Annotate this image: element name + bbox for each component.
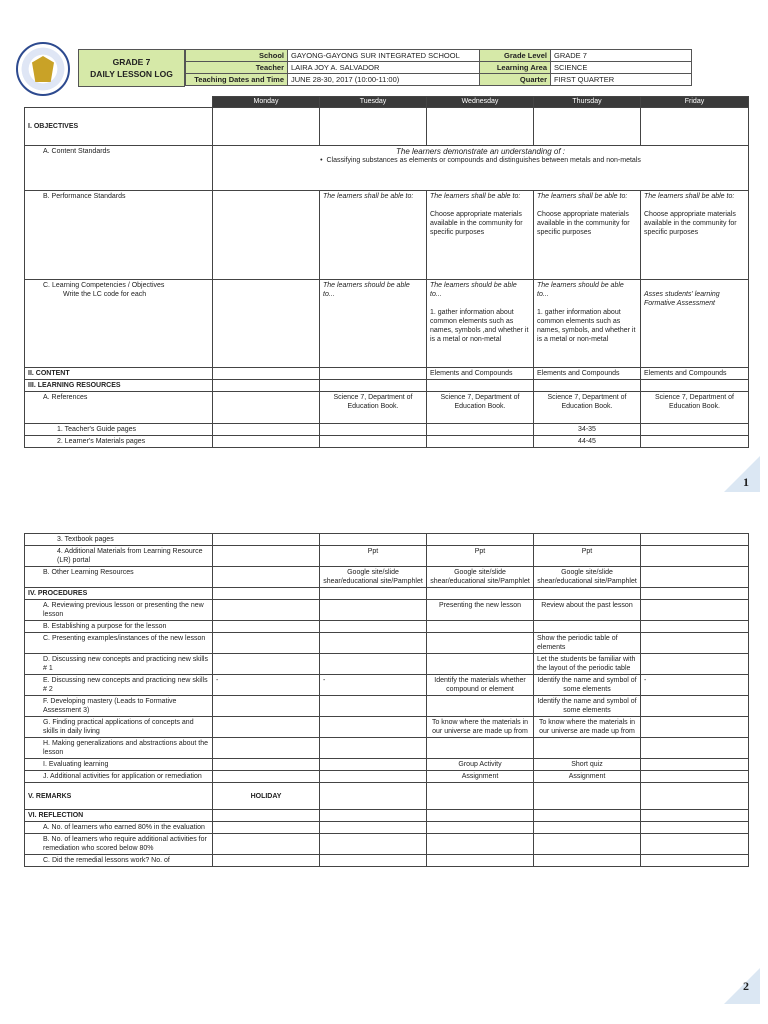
comp-wed-intro: The learners should be able to... [430,282,517,298]
perf-fri-intro: The learners shall be able to: [644,193,735,200]
proc-h-label: H. Making generalizations and abstractions about the lesson [25,738,213,759]
proc-i-label: I. Evaluating learning [25,759,213,771]
procedures-heading: IV. PROCEDURES [25,588,213,600]
comp-thu-intro: The learners should be able to... [537,282,624,298]
proc-a-wed: Presenting the new lesson [427,600,534,621]
proc-f-thu: Identify the name and symbol of some elements [534,696,641,717]
comp-wed [427,280,534,368]
content-standards-cell [213,146,749,191]
ref-wed: Science 7, Department of Education Book. [427,392,534,424]
content-wed: Elements and Compounds [427,368,534,380]
additional-wed: Ppt [427,546,534,567]
quarter-value: FIRST QUARTER [551,74,692,86]
proc-c-thu: Show the periodic table of elements [534,633,641,654]
reflection-a-label: A. No. of learners who earned 80% in the evaluation [25,822,213,834]
other-thu: Google site/slide shear/educational site/Pamphlet [534,567,641,588]
title-grade: GRADE 7 [112,57,151,67]
page-number-2: 2 [743,979,749,993]
lesson-log-title [78,49,185,87]
perf-thu-intro: The learners shall be able to: [537,193,628,200]
proc-c-label: C. Presenting examples/instances of the new lesson [25,633,213,654]
proc-e-label: E. Discussing new concepts and practicing new skills # 2 [25,675,213,696]
competencies-label-line2: Write the LC code for each [63,291,147,298]
lesson-table-page2 [24,533,749,867]
proc-e-fri: - [641,675,749,696]
reflection-c-label: C. Did the remedial lessons work? No. of [25,855,213,867]
remarks-monday: HOLIDAY [213,783,320,810]
day-tuesday: Tuesday [320,97,427,108]
other-tue: Google site/slide shear/educational site/Pamphlet [320,567,427,588]
proc-g-thu: To know where the materials in our universe are made up from [534,717,641,738]
additional-tue: Ppt [320,546,427,567]
proc-j-label: J. Additional activities for application or remediation [25,771,213,783]
proc-d-thu: Let the students be familiar with the layout of the periodic table [534,654,641,675]
perf-wed-text: Choose appropriate materials available in the community for specific purposes [430,211,523,236]
competencies-label-line1: C. Learning Competencies / Objectives [43,282,165,289]
perf-tue: The learners shall be able to: [320,191,427,280]
deped-seal-logo [16,42,70,96]
content-thu: Elements and Compounds [534,368,641,380]
tg-pages-thu: 34-35 [534,424,641,436]
additional-thu: Ppt [534,546,641,567]
lm-pages-label: 2. Learner's Materials pages [25,436,213,448]
additional-materials-label: 4. Additional Materials from Learning Resource (LR) portal [25,546,213,567]
header-info-table [185,49,692,86]
school-label: School [186,50,288,62]
proc-e-mon: - [213,675,320,696]
comp-fri-text: Asses students' learning Formative Assessment [644,291,720,307]
comp-fri [641,280,749,368]
grade-level-label: Grade Level [480,50,551,62]
page-corner-decoration [724,456,760,492]
quarter-label: Quarter [480,74,551,86]
comp-wed-text: 1. gather information about common elements such as names, symbols ,and whether it is a metal or non-metal [430,309,529,343]
performance-standards-label: B. Performance Standards [25,191,213,280]
perf-fri [641,191,749,280]
teacher-label: Teacher [186,62,288,74]
comp-thu [534,280,641,368]
proc-e-wed: Identify the materials whether compound or element [427,675,534,696]
other-resources-label: B. Other Learning Resources [25,567,213,588]
proc-b-label: B. Establishing a purpose for the lesson [25,621,213,633]
content-standards-text: Classifying substances as elements or compounds and distinguishes between metals and non-metals [326,157,641,164]
comp-thu-text: 1. gather information about common elements such as names, symbols, and whether it is a metal or non-metal [537,309,636,343]
perf-wed-intro: The learners shall be able to: [430,193,521,200]
page-number-1: 1 [743,475,749,489]
objectives-heading: I. OBJECTIVES [25,108,213,146]
dates-value: JUNE 28-30, 2017 (10:00-11:00) [288,74,480,86]
title-dll: DAILY LESSON LOG [90,69,173,79]
teacher-value: LAIRA JOY A. SALVADOR [288,62,480,74]
remarks-heading: V. REMARKS [25,783,213,810]
proc-g-wed: To know where the materials in our universe are made up from [427,717,534,738]
references-label: A. References [25,392,213,424]
tg-pages-label: 1. Teacher's Guide pages [25,424,213,436]
ref-thu: Science 7, Department of Education Book. [534,392,641,424]
day-monday: Monday [213,97,320,108]
reflection-heading: VI. REFLECTION [25,810,213,822]
perf-thu-text: Choose appropriate materials available in the community for specific purposes [537,211,630,236]
resources-heading: III. LEARNING RESOURCES [25,380,213,392]
content-standards-line1: The learners demonstrate an understanding of : [396,147,565,156]
proc-e-thu: Identify the name and symbol of some elements [534,675,641,696]
proc-i-thu: Short quiz [534,759,641,771]
proc-j-thu: Assignment [534,771,641,783]
day-wednesday: Wednesday [427,97,534,108]
learning-area-label: Learning Area [480,62,551,74]
perf-thu [534,191,641,280]
perf-fri-text: Choose appropriate materials available in the community for specific purposes [644,211,737,236]
lesson-table-page1 [24,96,749,448]
reflection-b-label: B. No. of learners who require additional activities for remediation who scored below 80% [25,834,213,855]
corner-cell [25,97,213,108]
content-fri: Elements and Compounds [641,368,749,380]
proc-f-label: F. Developing mastery (Leads to Formative Assessment 3) [25,696,213,717]
day-friday: Friday [641,97,749,108]
page-corner-decoration-2 [724,968,760,1004]
content-heading: II. CONTENT [25,368,213,380]
grade-level-value: GRADE 7 [551,50,692,62]
textbook-label: 3. Textbook pages [25,534,213,546]
day-thursday: Thursday [534,97,641,108]
learning-area-value: SCIENCE [551,62,692,74]
proc-j-wed: Assignment [427,771,534,783]
school-value: GAYONG-GAYONG SUR INTEGRATED SCHOOL [288,50,480,62]
competencies-label [25,280,213,368]
ref-tue: Science 7, Department of Education Book. [320,392,427,424]
proc-i-wed: Group Activity [427,759,534,771]
lm-pages-thu: 44-45 [534,436,641,448]
proc-a-label: A. Reviewing previous lesson or presenting the new lesson [25,600,213,621]
proc-e-tue: - [320,675,427,696]
proc-g-label: G. Finding practical applications of concepts and skills in daily living [25,717,213,738]
other-wed: Google site/slide shear/educational site/Pamphlet [427,567,534,588]
content-standards-line2: • Classifying substances as elements or compounds and distinguishes between metals and non-metals [320,157,641,164]
content-standards-label: A. Content Standards [25,146,213,191]
ref-fri: Science 7, Department of Education Book. [641,392,749,424]
perf-wed [427,191,534,280]
proc-a-thu: Review about the past lesson [534,600,641,621]
dates-label: Teaching Dates and Time [186,74,288,86]
proc-d-label: D. Discussing new concepts and practicing new skills # 1 [25,654,213,675]
comp-tue: The learners should be able to... [320,280,427,368]
